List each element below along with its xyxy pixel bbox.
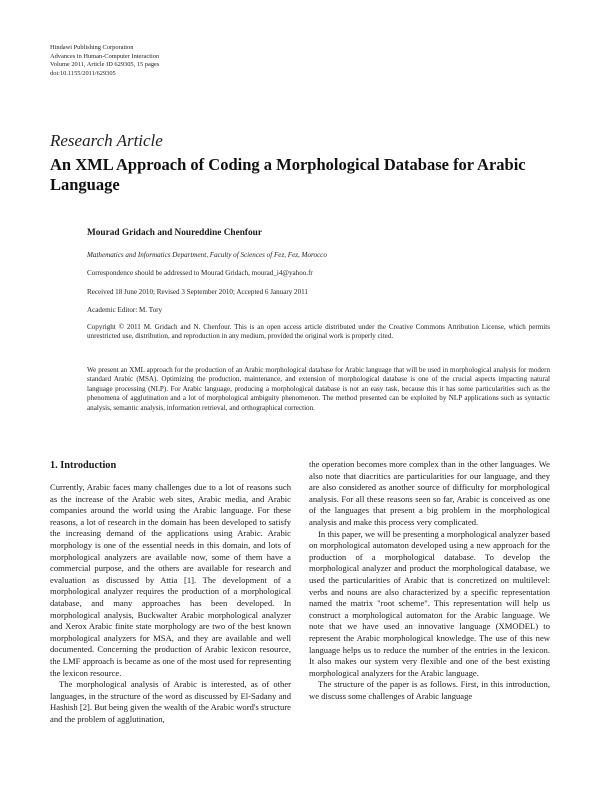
copyright-notice: Copyright © 2011 M. Gridach and N. Chenfour. This is an open access article distributed under the Creative Commons Attribution License, which permits unrestricted use, distribution, and reproduction in any medium, provided the original work is properly cited. xyxy=(87,323,550,341)
paragraph: Currently, Arabic faces many challenges due to a lot of reasons such as the increase of the Arabic web sites, Arabic media, and Arabic companies around the world using the Arabic language. For these reasons, a lot of research in the domain has been developed to satisfy the increasing demand of the applications using Arabic. Arabic morphology is one of the essential needs in this domain, and lots of morphological analyzers are available now, some of them have a commercial purpose, and the others are available for research and evaluation as discussed by Attia [1]. The development of a morphological analyzer requires the production of a morphological database, and many approaches has been developed. In morphological analysis, Buckwalter Arabic morphological analyzer and Xerox Arabic finite state morphology are two of the best known morphological analyzers for MSA, and they are available and well documented. Concerning the production of Arabic lexicon resource, the LMF approach is became as one of the most used for representing the lexicon resource. xyxy=(50,482,291,678)
abstract: We present an XML approach for the production of an Arabic morphological database for Arabic language that will be used in morphological analysis for modern standard Arabic (MSA). Optimizing the production, maintenance, and extension of morphological database is one of the crucial aspects impacting natural language processing (NLP). For Arabic language, producing a morphological database is not an easy task, because this it has some particularities such as the phenomena of agglutination and a lot of morphological ambiguity phenomenon. The method presented can be exploited by NLP applications such as syntactic analysis, semantic analysis, information retrieval, and orthographical correction. xyxy=(87,366,550,412)
section-heading: 1. Introduction xyxy=(50,460,117,471)
volume-info: Volume 2011, Article ID 629305, 15 pages xyxy=(50,61,160,69)
article-type: Research Article xyxy=(50,131,163,150)
paragraph: the operation becomes more complex than in the other languages. We also note that diacritics are particularities for our language, and they are also considered as another source of difficulty for morphological analysis. For all these reasons seen so far, Arabic is conceived as one of the languages that present a big problem in the morphological analysis and make this process very complicated. xyxy=(309,459,550,527)
paragraph: In this paper, we will be presenting a morphological analyzer based on morphological automaton developed using a new approach for the production of a morphological database. To develop the morphological analyzer and product the morphological database, we used the particularities of Arabic that is concretized on multilevel: verbs and nouns are also characterized by a specific representation named the matrix "root scheme". This representation will help us construct a morphological automaton for the Arabic language. We note that we have used an innovative language (XMODEL) to represent the Arabic morphological knowledge. The use of this new language helps us to reduce the number of the entries in the lexicon. It also makes our system very flexible and one of the best existing morphological analyzers for the Arabic language. xyxy=(309,528,550,678)
academic-editor: Academic Editor: M. Tory xyxy=(87,306,163,314)
authors: Mourad Gridach and Noureddine Chenfour xyxy=(87,228,262,238)
paragraph: The morphological analysis of Arabic is interested, as of other languages, in the structure of the word as discussed by El-Sadany and Hashish [2]. But being given the wealth of the Arabic word's structure and the problem of agglutination, xyxy=(50,679,291,724)
journal-header xyxy=(50,44,159,78)
paragraph: The structure of the paper is as follows. First, in this introduction, we discuss some challenges of Arabic language xyxy=(309,679,550,701)
body-column-left xyxy=(50,459,291,725)
doi: doi:10.1155/2011/629305 xyxy=(50,69,116,77)
journal-name: Advances in Human-Computer Interaction xyxy=(50,52,160,60)
correspondence: Correspondence should be addressed to Mourad Gridach, mourad_i4@yahoo.fr xyxy=(87,269,313,277)
article-title: An XML Approach of Coding a Morphological Database for Arabic Language xyxy=(50,155,526,194)
body-column-right xyxy=(309,459,550,702)
article-dates: Received 18 June 2010; Revised 3 September 2010; Accepted 6 January 2011 xyxy=(87,288,308,296)
affiliation: Mathematics and Informatics Department, Faculty of Sciences of Fez, Fez, Morocco xyxy=(87,251,327,259)
publisher-name: Hindawi Publishing Corporation xyxy=(50,44,134,51)
